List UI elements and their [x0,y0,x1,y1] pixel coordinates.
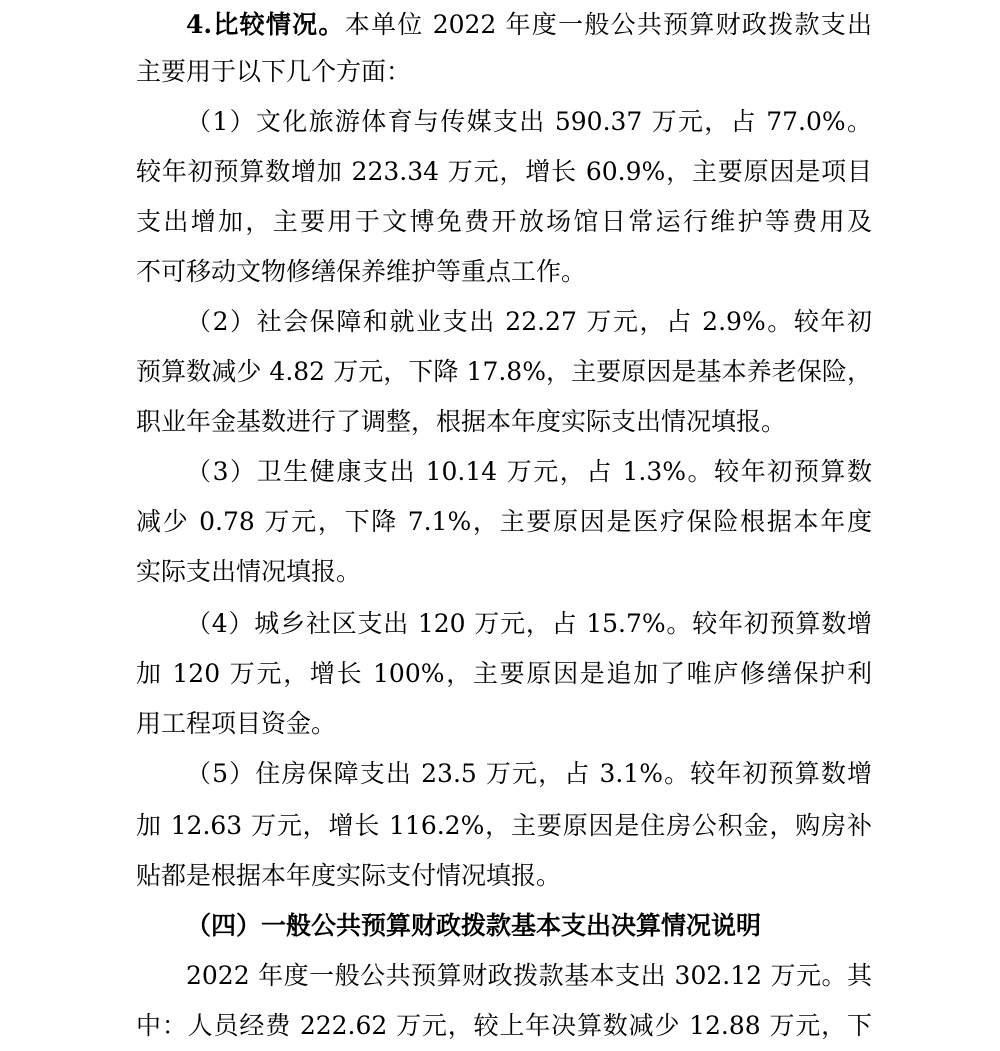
paragraph-line: 实际支出情况填报。 [136,557,362,586]
paragraph-line: （3）卫生健康支出 10.14 万元，占 1.3%。较年初预算数 [186,457,872,486]
paragraph-line: 预算数减少 4.82 万元，下降 17.8%，主要原因是基本养老保险， [136,357,872,386]
line-text: 本单位 2022 年度一般公共预算财政拨款支出 [344,10,872,39]
paragraph-line: 加 120 万元，增长 100%，主要原因是追加了唯庐修缮保护利 [136,659,872,688]
paragraph-line: 减少 0.78 万元，下降 7.1%，主要原因是医疗保险根据本年度 [136,507,872,536]
section-lead: 4.比较情况。 [186,10,345,39]
paragraph-line [186,0,872,50]
paragraph-line: 职业年金基数进行了调整，根据本年度实际支出情况填报。 [136,407,787,436]
paragraph-line: （1）文化旅游体育与传媒支出 590.37 万元，占 77.0%。 [186,107,872,136]
paragraph-line: 2022 年度一般公共预算财政拨款基本支出 302.12 万元。其 [186,961,872,990]
paragraph-line: 用工程项目资金。 [136,709,337,738]
paragraph-line: 中：人员经费 222.62 万元，较上年决算数减少 12.88 万元，下 [136,1011,872,1040]
paragraph-line: （2）社会保障和就业支出 22.27 万元，占 2.9%。较年初 [186,307,872,336]
paragraph-line: （4）城乡社区支出 120 万元，占 15.7%。较年初预算数增 [186,609,872,638]
section-heading: （四）一般公共预算财政拨款基本支出决算情况说明 [186,911,762,940]
paragraph-line: 主要用于以下几个方面： [136,57,412,86]
paragraph-line: （5）住房保障支出 23.5 万元，占 3.1%。较年初预算数增 [186,759,872,788]
paragraph-line: 支出增加，主要用于文博免费开放场馆日常运行维护等费用及 [136,207,872,236]
paragraph-line: 不可移动文物修缮保养维护等重点工作。 [136,257,587,286]
paragraph-line: 贴都是根据本年度实际支付情况填报。 [136,861,562,890]
paragraph-line: 加 12.63 万元，增长 116.2%，主要原因是住房公积金，购房补 [136,811,872,840]
paragraph-line: 较年初预算数增加 223.34 万元，增长 60.9%，主要原因是项目 [136,157,872,186]
